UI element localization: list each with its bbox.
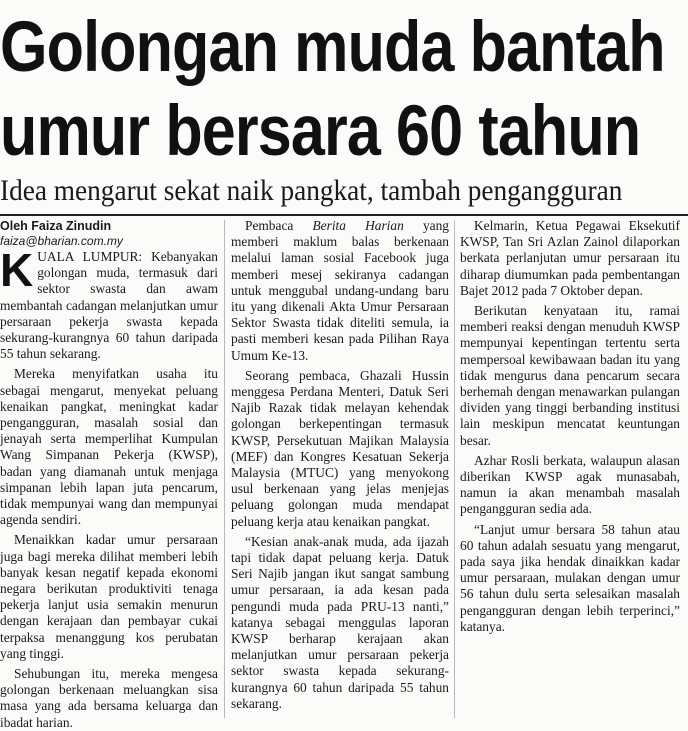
paragraph-1-text: Kebanyakan golongan muda, termasuk dari sektor swasta dan awam membantah cadangan melanjutkan umur persaraan pekerja swasta kepada sekurang-kurangnya 60 tahun daripada 55 tahun sekarang. (0, 249, 218, 362)
headline (0, 6, 665, 174)
article-column-1 (0, 218, 218, 731)
author-email[interactable]: faiza@bharian.com.my (0, 234, 123, 248)
drop-cap: K (0, 244, 34, 296)
paragraph-9: Berikutan kenyataan itu, ramai memberi reaksi dengan menuduh KWSP mempunyai kepentingan tertentu serta mempersoal kewibawaan badan itu yang tidak mengurus dana pencarum secara berhemah dengan menawarkan pulangan dividen yang tinggi berbanding institusi lain meskipun mencatat keuntungan besar. (460, 303, 680, 448)
paragraph-8: Kelmarin, Ketua Pegawai Eksekutif KWSP, Tan Sri Azlan Zainol dilaporkan berkata perlanjutan umur persaraan itu diharap diumumkan pada pembentangan Bajet 2012 pada 7 Oktober depan. (460, 218, 680, 298)
paragraph-4: Sehubungan itu, mereka mengesa golongan berkenaan meluangkan sisa masa yang ada bersama keluarga dan ibadat harian. (0, 666, 218, 730)
paragraph-5 (231, 218, 449, 364)
subheadline: Idea mengarut sekat naik pangkat, tambah pengangguran (0, 174, 623, 207)
paragraph-6: Seorang pembaca, Ghazali Hussin menggesa Perdana Menteri, Datuk Seri Najib Razak tidak melayan kehendak golongan berkepentingan termasuk KWSP, Persekutuan Majikan Malaysia (MEF) dan Kongres Kesatuan Sekerja Malaysia (MTUC) yang menyokong usul berkenaan yang jelas menjejas peluang golongan muda mendapat peluang kerja atau kenaikan pangkat. (231, 367, 449, 529)
newspaper-name: Berita Harian (312, 218, 404, 233)
byline: Oleh Faiza Zinudin (0, 219, 112, 233)
header-divider (0, 214, 688, 216)
article-column-2 (231, 218, 449, 712)
paragraph-10: Azhar Rosli berkata, walaupun alasan diberikan KWSP agak munasabah, namun ia akan menambah masalah pengangguran sedia ada. (460, 452, 680, 517)
paragraph-5-text-b: yang memberi maklum balas berkenaan melalui laman sosial Facebook juga memberi mesej sekiranya cadangan untuk menggubal undang-undang baru itu yang dikenali Akta Umur Persaraan Sektor Swasta tidak diteliti semula, ia pasti memberi kesan pada Pilihan Raya Umum Ke-13. (231, 218, 449, 363)
column-divider-2 (454, 220, 455, 718)
headline-line-1: Golongan muda bantah (0, 8, 665, 87)
paragraph-3: Menaikkan kadar umur persaraan juga bagi mereka dilihat memberi lebih banyak kesan negatif kepada ekonomi negara berikutan produktiviti tenaga pekerja lanjut usia semakin menurun dengan kerajaan dan pembayar cukai terpaksa menanggung kos perubatan yang tinggi. (0, 532, 218, 661)
headline-line-2: umur bersara 60 tahun (0, 92, 641, 171)
dateline: UALA LUMPUR: (37, 249, 143, 264)
paragraph-1 (0, 244, 218, 362)
column-divider-1 (224, 220, 225, 718)
paragraph-2: Mereka menyifatkan usaha itu sebagai mengarut, menyekat peluang kenaikan pangkat, meningkat kadar pengangguran, masalah sosial dan jenayah serta memperlihat Kumpulan Wang Simpanan Pekerja (KWSP), badan yang diamanah untuk menjaga simpanan lebih lapan juta pencarum, tidak mempunyai wang dan mempunyai agenda sendiri. (0, 366, 218, 528)
paragraph-7: “Kesian anak-anak muda, ada ijazah tapi tidak dapat peluang kerja. Datuk Seri Najib jangan ikut sangat sambung umur persaraan, ia ada kesan pada pengundi muda pada PRU-13 nanti,” katanya sebagai menggulas laporan KWSP berharap kerajaan akan melanjutkan umur persaraan pekerja sektor swasta kepada sekurang-kurangnya 60 tahun daripada 55 tahun sekarang. (231, 533, 449, 711)
paragraph-11: “Lanjut umur bersara 58 tahun atau 60 tahun adalah sesuatu yang mengarut, pada saya jika hendak dinaikkan kadar umur persaraan, mulakan dengan umur 56 tahun dulu serta selesaikan masalah pengangguran dengan lebih terperinci,” katanya. (460, 521, 680, 634)
article-column-3 (460, 218, 680, 635)
paragraph-5-text-a: Pembaca (245, 218, 313, 233)
